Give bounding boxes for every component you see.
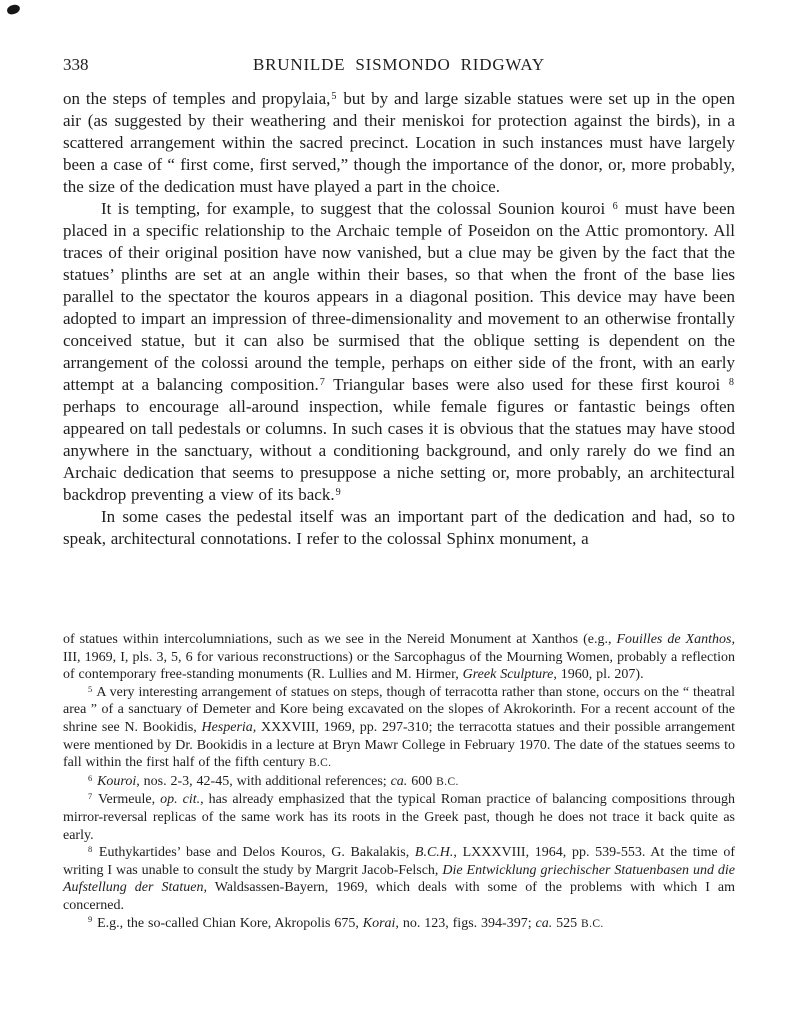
text-segment: , has already emphasized that the typical Roman practice of balancing compositions through mirror-reversal replicas of the same work has its roots in the Greek past, though he does not trace it back quite as early. [63, 792, 735, 843]
text-segment: In some cases the pedestal itself was an important part of the dedication and had, so to speak, architectural connotations. I refer to the colossal Sphinx monument, a [63, 507, 735, 548]
text-segment: but by and large sizable statues were set up in the open air (as suggested by their weathering and their meniskoi for protection against the birds), in a scattered arrangement within the sacred precinct. Location in such instances must have largely been a case of “ first come, first served,” though the importance of the donor, or, more probably, the size of the dedication must have played a part in the choice. [63, 89, 735, 196]
body-paragraph [63, 506, 735, 550]
text-segment: It is tempting, for example, to suggest that the colossal Sounion kouroi [101, 199, 612, 218]
footnote [63, 773, 735, 792]
text-segment: of statues within intercolumniations, such as we see in the Nereid Monument at Xanthos (e.g., [63, 632, 617, 647]
text-segment: Greek Sculpture [462, 667, 554, 683]
text-segment: ca. [390, 773, 408, 789]
text-segment: , LXXXVIII, 1964, pp. 539-553. At the time of writing I was unable to consult the study by Margrit Jacob-Felsch, [63, 845, 735, 878]
text-segment: ca. [535, 915, 553, 931]
footnote-number: 9 [88, 915, 93, 925]
footnote-marker: 9 [335, 487, 341, 499]
footnote-number: 8 [88, 845, 93, 855]
footnote-number: 5 [88, 684, 93, 694]
footnote-number: 7 [88, 792, 93, 802]
text-segment: Fouilles de Xanthos, [616, 632, 735, 647]
text-segment: Die Entwicklung griechischer Statuenbasen und die Aufstellung der Statuen, [63, 862, 735, 896]
text-segment: on the steps of temples and propylaia, [63, 89, 331, 108]
text-segment: B.C. [581, 917, 604, 930]
text-segment: Kouroi, [97, 773, 140, 789]
footnote [63, 915, 735, 934]
text-segment: B.C. [436, 775, 459, 788]
text-segment: Korai, [362, 915, 399, 931]
text-segment: 600 [407, 773, 437, 789]
text-segment: B.C.H. [414, 845, 454, 861]
text-segment: op. cit. [160, 792, 201, 808]
text-segment: Euthykartides’ base and Delos Kouros, G. Bakalakis, [98, 845, 415, 861]
footnote [63, 631, 735, 684]
text-segment: Waldsassen-Bayern, 1969, which deals with some of the problems with which I am concerned. [63, 880, 735, 913]
running-header [63, 55, 735, 77]
footnote-marker: 5 [331, 91, 337, 103]
text-segment: XXXVIII, 1969, pp. 297-310; the terracotta statues and their possible arrangement were mentioned by Dr. Bookidis in a lecture at Bryn Mawr College in February 1970. The date of the statues seems to fall within the first half of the fifth century [63, 719, 736, 771]
footnotes-block [63, 631, 735, 933]
footnote-number: 6 [88, 773, 93, 783]
text-segment: E.g., the so-called Chian Kore, Akropolis 675, [97, 915, 363, 931]
text-segment: B.C. [308, 757, 332, 770]
body-paragraph [63, 88, 735, 198]
article-body [63, 88, 735, 550]
footnote-marker: 8 [728, 377, 734, 389]
footnote [63, 684, 735, 773]
scan-artifact-speck [6, 4, 20, 15]
running-title: BRUNILDE SISMONDO RIDGWAY [253, 55, 545, 74]
text-segment: perhaps to encourage all-around inspection, while female figures or fantastic beings often appeared on tall pedestals or columns. In such cases it is obvious that the statues may have stood anywhere in the sanctuary, without a conditioning background, and only rarely do we find an Archaic dedication that seems to presuppose a niche setting or, more probably, an architectural backdrop preventing a view of its back. [63, 397, 735, 504]
footnote [63, 791, 735, 844]
page-number: 338 [63, 55, 89, 74]
text-segment: , 1960, pl. 207). [553, 667, 644, 683]
footnote-marker: 7 [319, 377, 325, 389]
text-segment: A very interesting arrangement of statues on steps, though of terracotta rather than stone, occurs on the “ theatral area ” of a sanctuary of Demeter and Kore being excavated on the slopes of Akrokorinth. For a recent account of the shrine see N. Bookidis, [63, 684, 735, 735]
text-segment: must have been placed in a specific relationship to the Archaic temple of Poseidon on the Attic promontory. All traces of their original position have now vanished, but a clue may be given by the fact that the statues’ plinths are set at an angle within their bases, so that when the front of the base lies parallel to the spectator the kouros appears in a diagonal position. This device may have been adopted to impart an impression of three-dimensionality and movement to an otherwise frontally conceived statue, but it can also be surmised that the oblique setting is dependent on the arrangement of the colossi around the temple, perhaps on either side of the front, with an early attempt at a balancing composition. [63, 199, 735, 394]
footnote [63, 844, 735, 914]
body-paragraph [63, 198, 735, 506]
text-segment: Hesperia, [201, 719, 257, 735]
footnote-marker: 6 [612, 201, 618, 213]
text-segment: 525 [552, 915, 582, 931]
text-segment: no. 123, figs. 394-397; [398, 915, 536, 931]
text-segment: Triangular bases were also used for these first kouroi [325, 375, 728, 394]
text-segment: nos. 2-3, 42-45, with additional references; [139, 773, 391, 789]
text-segment: III, 1969, I, pls. 3, 5, 6 for various reconstructions) or the Sarcophagus of the Mourning Women, probably a reflection of contemporary free-standing monuments (R. Lullies and M. Hirmer, [63, 649, 735, 683]
text-segment: Vermeule, [97, 792, 161, 808]
